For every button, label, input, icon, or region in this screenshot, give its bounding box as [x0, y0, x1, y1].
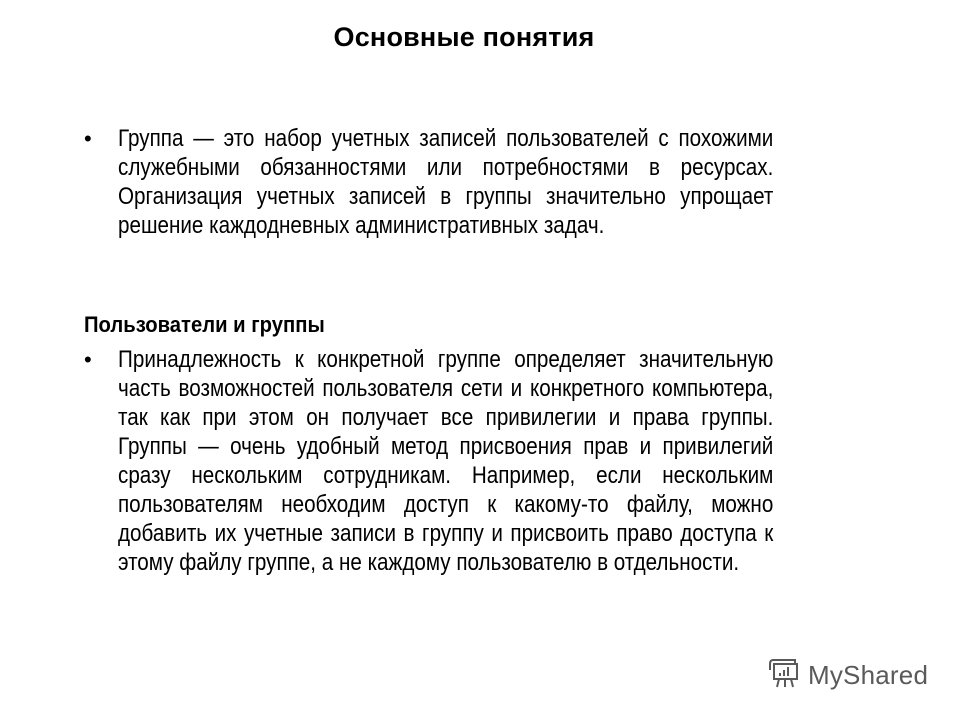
- slide-title: Основные понятия: [333, 22, 595, 52]
- watermark-text: MyShared: [808, 660, 929, 690]
- section-heading: Пользователи и группы: [84, 312, 325, 337]
- bullet-icon: •: [84, 126, 92, 151]
- bullet-text: Группа — это набор учетных записей пользователей с похожими служебными обязанностями или потребностями в ресурсах. Организация учетных записей в группы значительно упрощает решение каждодневных административных задач.: [118, 125, 774, 239]
- bullet-text: Принадлежность к конкретной группе определяет значительную часть возможностей пользователя сети и конкретного компьютера, так как при этом он получает все привилегии и права группы. Группы — очень удобный метод присвоения прав и привилегий сразу нескольким сотрудникам. Например, если нескольким пользователям необходим доступ к какому-то файлу, можно добавить их учетные записи в группу и присвоить право доступа к этому файлу группе, а не каждому пользователю в отдельности.: [118, 346, 774, 576]
- bullet-item: [84, 345, 880, 577]
- bullet-list-users-groups: [84, 345, 880, 577]
- myshared-watermark[interactable]: [768, 656, 928, 695]
- presentation-board-icon: [768, 656, 802, 695]
- bullet-list-groups: [84, 124, 880, 240]
- bullet-icon: •: [84, 347, 92, 372]
- bullet-item: [84, 124, 880, 240]
